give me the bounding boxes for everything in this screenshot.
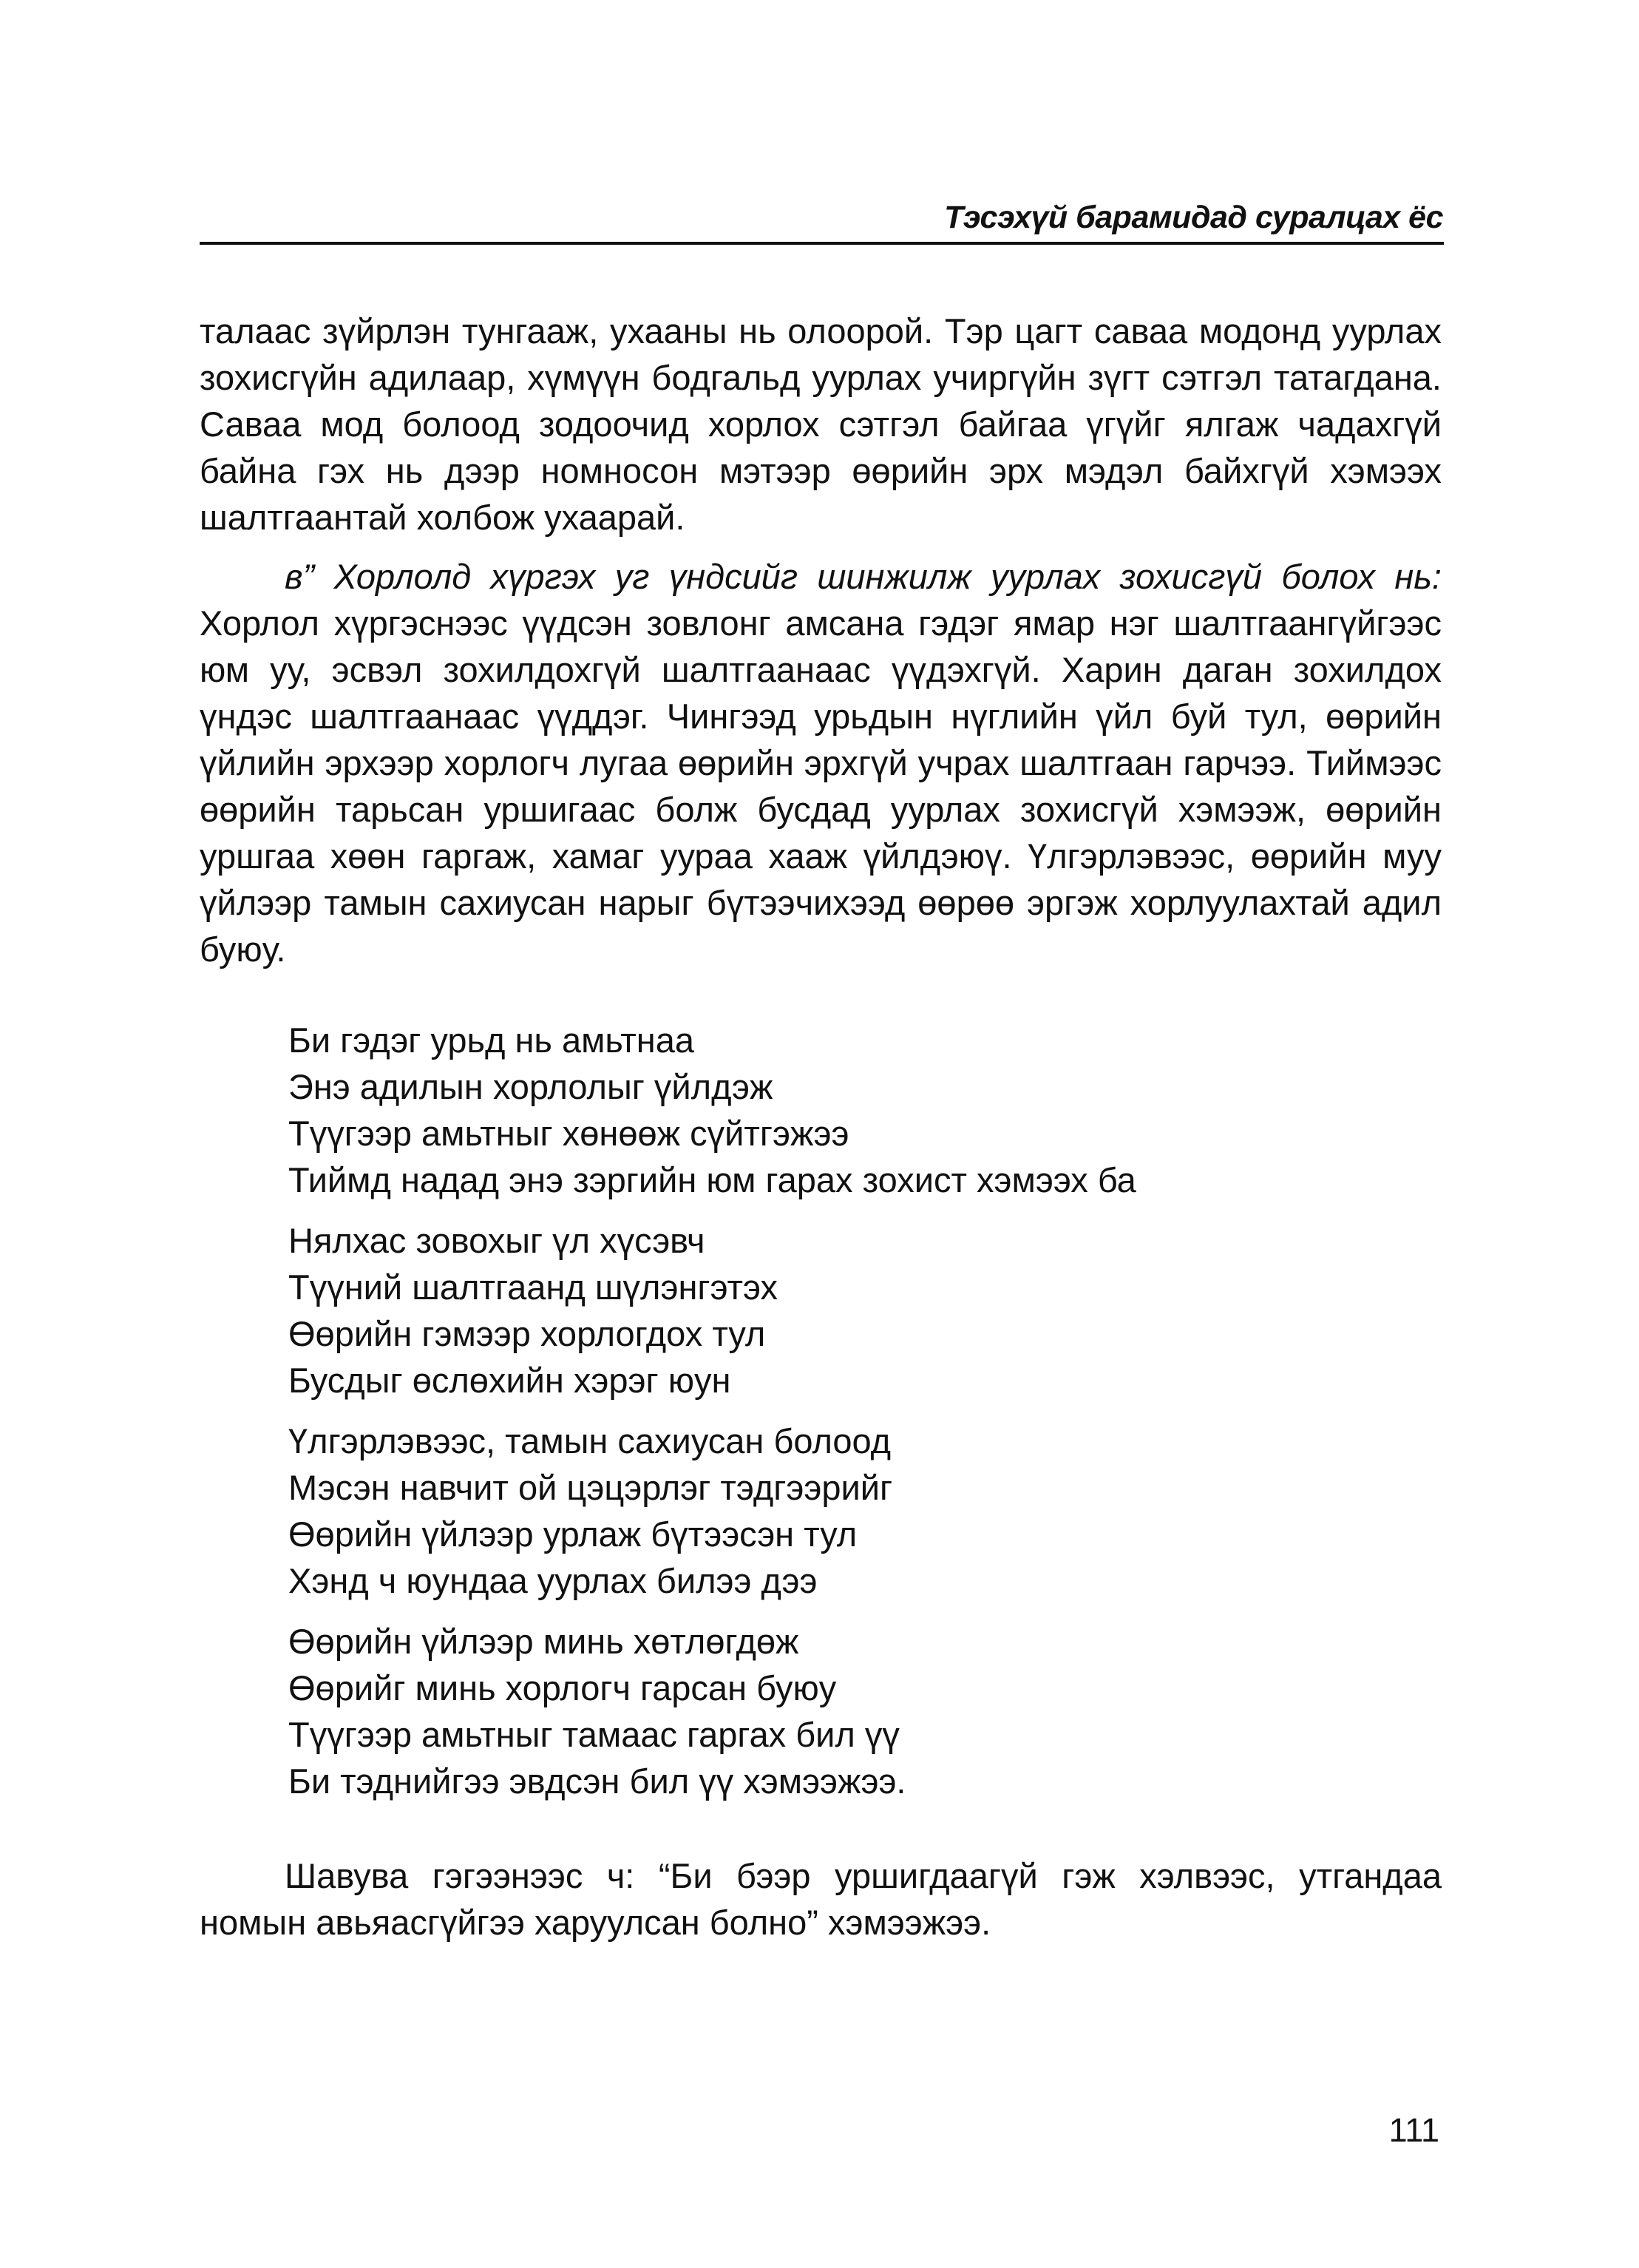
verse-line: Би тэднийгээ эвдсэн бил үү хэмээжээ. [288,1761,906,1801]
running-title: Тэсэхүй барамидад суралцах ёс [944,200,1443,235]
verse-line: Түүгээр амьтныг тамаас гаргах бил үү [288,1715,900,1754]
verse-line: Үлгэрлэвээс, тамын сахиусан болоод [288,1421,892,1460]
paragraph-1: талаас зүйрлэн тунгааж, ухааны нь олоорой. Тэр цагт саваа модонд уурлах зохисгүйн адилаар, хүмүүн бодгальд уурлах учиргүйн зүгт сэтгэл татагдана. Саваа мод болоод зодоочид хорлох сэтгэл байгаа үгүйг ялгаж чадахгүй байна гэх нь дээр номносон мэтээр өөрийн эрх мэдэл байхгүй хэмээх шалтгаантай холбож ухаарай. [200,311,1442,537]
verse-line: Түүгээр амьтныг хөнөөж сүйтгэжээ [288,1114,849,1153]
verse-stanza-4 [288,1618,906,1804]
verse-line: Өөрийн гэмээр хорлогдох тул [288,1314,766,1353]
verse-stanza-3 [288,1418,892,1604]
verse-line: Мэсэн навчит ой цэцэрлэг тэдгээрийг [288,1468,893,1507]
paragraph-2-body: Хорлол хүргэснээс үүдсэн зовлонг амсана гэдэг ямар нэг шалтгаангүйгээс юм уу, эсвэл зохилдохгүй шалтгаанаас үүдэхгүй. Харин даган зохилдох үндэс шалтгаанаас үүддэг. Чингээд урьдын нүглийн үйл буй тул, өөрийн үйлийн эрхээр хорлогч лугаа өөрийн эрхгүй учрах шалтгаан гарчээ. Тиймээс өөрийн тарьсан уршигаас болж бусдад уурлах зохисгүй хэмээж, өөрийн уршгаа хөөн гаргаж, хамаг уураа хааж үйлдэюү. Үлгэрлэвээс, өөрийн муу үйлээр тамын сахиусан нарыг бүтээчихээд өөрөө эргэж хорлуулахтай адил буюу. [200,603,1442,969]
paragraph-2 [200,553,1442,972]
verse-line: Нялхас зовохыг үл хүсэвч [288,1221,705,1260]
verse-line: Энэ адилын хорлолыг үйлдэж [288,1067,773,1106]
verse-line: Өөрийн үйлээр минь хөтлөгдөж [288,1622,799,1661]
verse-line: Тиймд надад энэ зэргийн юм гарах зохист хэмээх ба [288,1160,1136,1199]
header-rule [200,242,1444,245]
verse-line: Хэнд ч юундаа уурлах билээ дээ [288,1561,818,1600]
verse-stanza-2 [288,1217,778,1404]
verse-line: Түүний шалтгаанд шүлэнгэтэх [288,1267,778,1307]
verse-line: Өөрийг минь хорлогч гарсан буюу [288,1668,837,1707]
paragraph-2-lead: в” Хорлолд хүргэх уг үндсийг шинжилж уурлах зохисгүй болох нь: [285,557,1442,596]
paragraph-3: Шавува гэгээнээс ч: “Би бээр уршигдаагүй гэж хэлвээс, утгандаа номын авьяасгүйгээ харуулсан болно” хэмээжээ. [200,1856,1442,1942]
verse-stanza-1 [288,1017,1136,1203]
verse-line: Бусдыг өслөхийн хэрэг юун [288,1361,731,1400]
page-number: 111 [1388,2111,1439,2149]
verse-line: Би гэдэг урьд нь амьтнаа [288,1020,694,1060]
verse-line: Өөрийн үйлээр урлаж бүтээсэн тул [288,1514,858,1554]
